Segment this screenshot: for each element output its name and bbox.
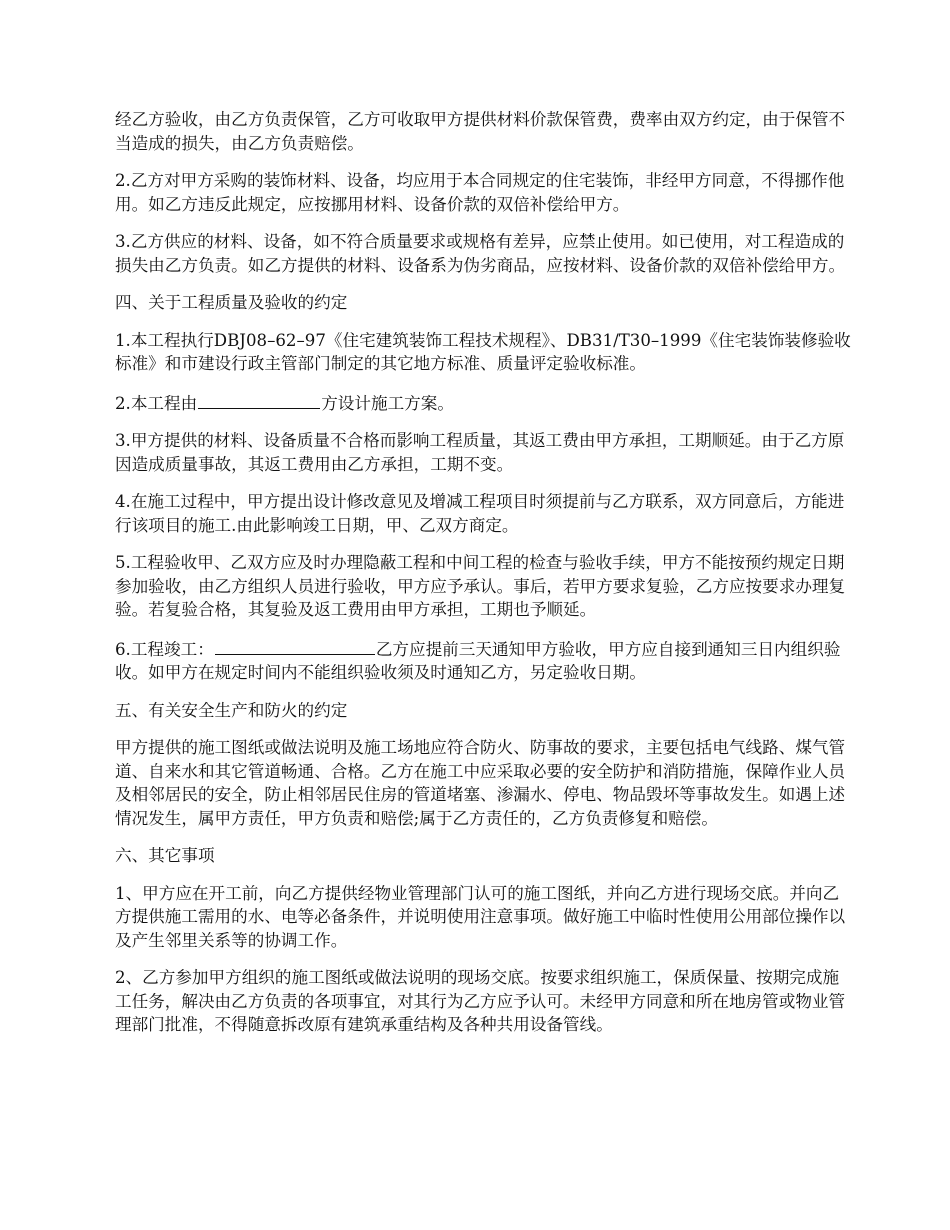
quality-6-suffix: 乙方应提前三天通知甲方验收，甲方应自接到通知三日内组织验收。如甲方在规定时间内不能组织验收须及时通知乙方，另定验收日期。 [115,639,841,682]
quality-6-prefix: 6.工程竣工： [115,639,214,659]
section-heading-quality: 四、关于工程质量及验收的约定 [115,293,348,312]
paragraph-clause-2-materials: 2.乙方对甲方采购的装饰材料、设备，均应用于本合同规定的住宅装饰，非经甲方同意，不得挪作他用。如乙方违反此规定，应按挪用材料、设备价款的双倍补偿给甲方。 [115,171,845,214]
paragraph-quality-1: 1.本工程执行DBJ08–62–97《住宅建筑装饰工程技术规程》、DB31/T30–1999《住宅装饰装修验收标准》和市建设行政主管部门制定的其它地方标准、质量评定验收标准。 [115,330,851,373]
paragraph-quality-4: 4.在施工过程中，甲方提出设计修改意见及增减工程项目时须提前与乙方联系，双方同意后，方能进行该项目的施工.由此影响竣工日期，甲、乙双方商定。 [115,492,845,535]
paragraph-clause-3-materials: 3.乙方供应的材料、设备，如不符合质量要求或规格有差异，应禁止使用。如已使用，对工程造成的损失由乙方负责。如乙方提供的材料、设备系为伪劣商品，应按材料、设备价款的双倍补偿给甲方。 [115,232,846,275]
paragraph-quality-5: 5.工程验收甲、乙双方应及时办理隐蔽工程和中间工程的检查与验收手续，甲方不能按预约规定日期参加验收，由乙方组织人员进行验收，甲方应予承认。事后，若甲方要求复验，乙方应按要求办理复验。若复验合格，其复验及返工费用由甲方承担，工期也予顺延。 [115,553,846,619]
section-heading-other: 六、其它事项 [115,846,215,865]
document-page [115,108,855,1051]
paragraph-quality-6 [115,636,855,685]
fill-in-blank-completion[interactable] [215,636,375,655]
fill-in-blank-designer[interactable] [198,390,320,409]
section-heading-safety: 五、有关安全生产和防火的约定 [115,700,348,720]
paragraph-material-custody: 经乙方验收，由乙方负责保管，乙方可收取甲方提供材料价款保管费，费率由双方约定，由于保管不当造成的损失，由乙方负责赔偿。 [115,110,846,153]
paragraph-quality-2 [115,390,855,416]
paragraph-other-1: 1、甲方应在开工前，向乙方提供经物业管理部门认可的施工图纸，并向乙方进行现场交底。并向乙方提供施工需用的水、电等必备条件，并说明使用注意事项。做好施工中临时性使用公用部位操作以及产生邻里关系等的协调工作。 [115,883,846,950]
paragraph-other-2: 2、乙方参加甲方组织的施工图纸或做法说明的现场交底。按要求组织施工，保质保量、按期完成施工任务，解决由乙方负责的各项事宜，对其行为乙方应予认可。未经甲方同意和所在地房管或物业管理部门批准，不得随意拆改原有建筑承重结构及各种共用设备管线。 [115,968,846,1034]
quality-2-prefix: 2.本工程由 [115,393,198,413]
quality-2-suffix: 方设计施工方案。 [321,393,454,413]
paragraph-safety: 甲方提供的施工图纸或做法说明及施工场地应符合防火、防事故的要求，主要包括电气线路、煤气管道、自来水和其它管道畅通、合格。乙方在施工中应采取必要的安全防护和消防措施，保障作业人员及相邻居民的安全，防止相邻居民住房的管道堵塞、渗漏水、停电、物品毁坏等事故发生。如遇上述情况发生，属甲方责任，甲方负责和赔偿;属于乙方责任的，乙方负责修复和赔偿。 [115,738,846,828]
paragraph-quality-3: 3.甲方提供的材料、设备质量不合格而影响工程质量，其返工费由甲方承担，工期顺延。由于乙方原因造成质量事故，其返工费用由乙方承担，工期不变。 [115,431,845,474]
